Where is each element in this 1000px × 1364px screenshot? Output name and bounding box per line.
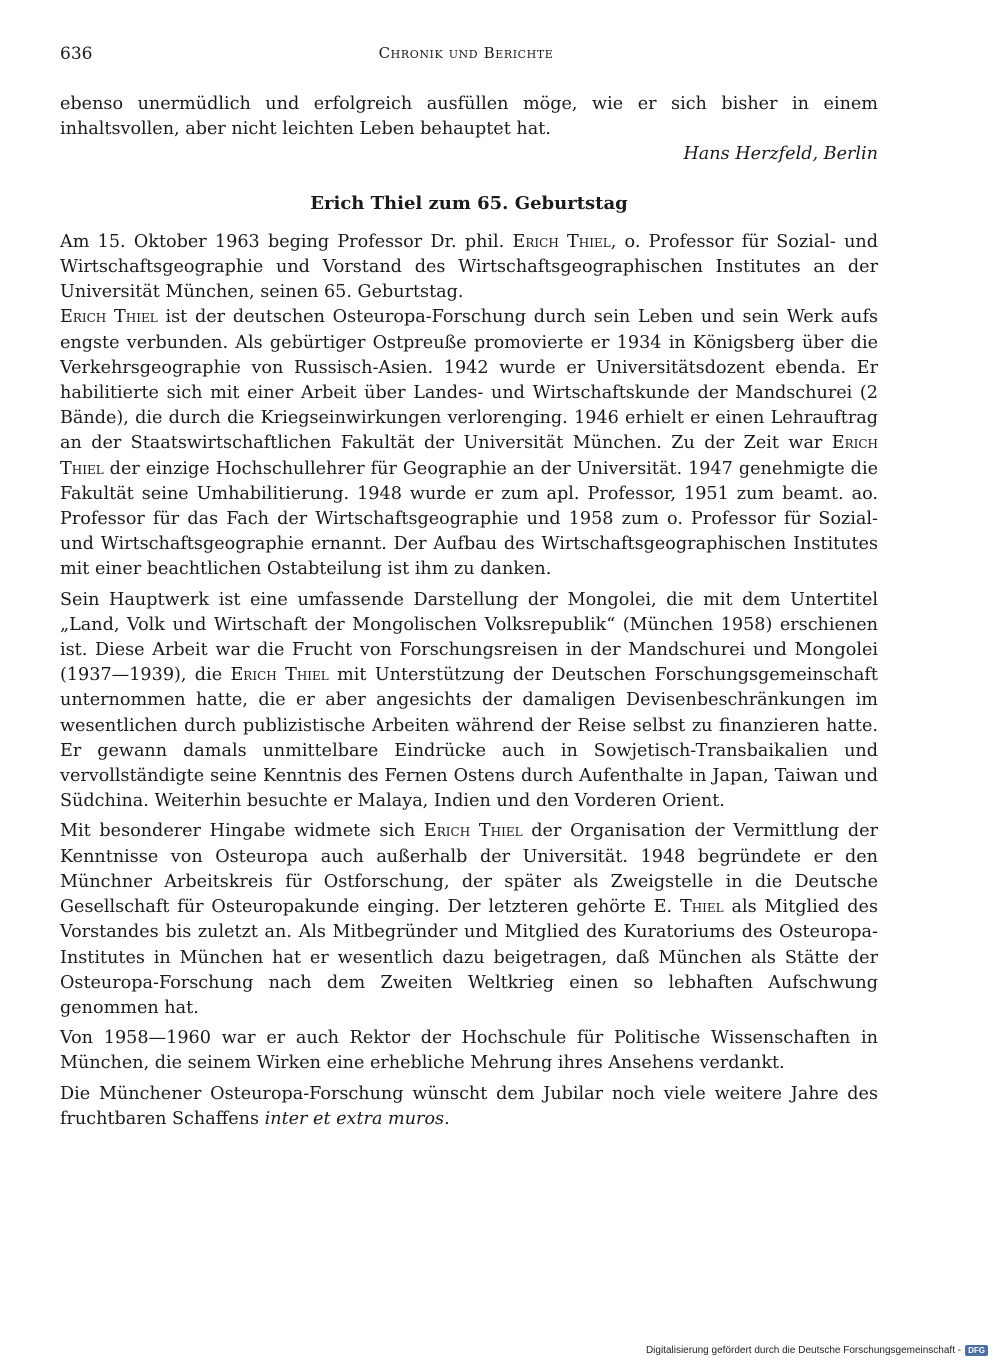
paragraph-2: Erich Thiel ist der deutschen Osteuropa-Forschung durch sein Leben und sein Werk aufs engste verbunden. Als gebürtiger Ostpreuße promovierte er 1934 in Königsberg über die Verkehrsgeographie von Russisch-Asien. 1942 wurde er Universitätsdozent ebenda. Er habilitierte sich mit einer Arbeit über Landes- und Wirtschaftskunde der Mandschurei (2 Bände), die durch die Kriegseinwirkungen verlorenging. 1946 erhielt er einen Lehrauftrag an der Staatswirtschaftlichen Fakultät der Universität München. Zu der Zeit war Erich Thiel der einzige Hochschullehrer für Geographie an der Universität. 1947 genehmigte die Fakultät seine Umhabilitierung. 1948 wurde er zum apl. Professor, 1951 zum beamt. ao. Professor für das Fach der Wirtschaftsgeographie und 1958 zum o. Professor für Sozial- und Wirtschaftsgeographie ernannt. Der Aufbau des Wirtschaftsgeographischen Institutes mit einer beachtlichen Ostabteilung ist ihm zu danken. bbox=[60, 307, 878, 580]
author-name: Erich Thiel bbox=[423, 821, 523, 842]
dfg-logo-icon: DFG bbox=[965, 1345, 988, 1356]
prev-article-signature: Hans Herzfeld, Berlin bbox=[683, 144, 878, 165]
body-text bbox=[60, 92, 878, 1132]
paragraph-5: Von 1958—1960 war er auch Rektor der Hochschule für Politische Wissenschaften in München, die seinem Wirken eine erhebliche Mehrung ihres Ansehens verdankt. bbox=[60, 1028, 878, 1074]
author-name: Erich Thiel bbox=[60, 433, 878, 479]
page-number: 636 bbox=[60, 44, 93, 64]
paragraph-1: Am 15. Oktober 1963 beging Professor Dr. phil. Erich Thiel, o. Professor für Sozial- und Wirtschaftsgeographie und Vorstand des Wirtschaftsgeographischen Institutes an der Universität München, seinen 65. Geburtstag. bbox=[60, 231, 879, 303]
author-name: Erich Thiel bbox=[512, 231, 611, 252]
author-short-name: Thiel bbox=[679, 897, 724, 918]
paragraph-6: Die Münchener Osteuropa-Forschung wünscht dem Jubilar noch viele weitere Jahre des fruchtbaren Schaffens inter et extra muros. bbox=[60, 1083, 878, 1129]
author-name: Erich Thiel bbox=[60, 307, 158, 328]
paragraph-4: Mit besonderer Hingabe widmete sich Erich Thiel der Organisation der Vermittlung der Kenntnisse von Osteuropa auch außerhalb der Universität. 1948 begründete er den Münchner Arbeitskreis für Ostforschung, der später als Zweigstelle in die Deutsche Gesellschaft für Osteuropakunde einging. Der letzteren gehörte E. Thiel als Mitglied des Vorstandes bis zuletzt an. Als Mitbegründer und Mitglied des Kuratoriums des Osteuropa-Institutes in München hat er wesentlich dazu beigetragen, daß München als Stätte der Osteuropa-Forschung nach dem Zweiten Weltkrieg einen so lebhaften Aufschwung genommen hat. bbox=[60, 821, 878, 1018]
digitization-footer bbox=[646, 1345, 988, 1356]
paragraph-3: Sein Hauptwerk ist eine umfassende Darstellung der Mongolei, die mit dem Untertitel „Land, Volk und Wirtschaft der Mongolischen Volksrepublik“ (München 1958) erschienen ist. Diese Arbeit war die Frucht von Forschungsreisen in der Mandschurei und Mongolei (1937—1939), die Erich Thiel mit Unterstützung der Deutschen Forschungsgemeinschaft unternommen hatte, die er aber angesichts der damaligen Devisenbeschränkungen im wesentlichen durch publizistische Arbeiten während der Reise selbst zu finanzieren hatte. Er gewann damals unmittelbare Eindrücke auch in Sowjetisch-Transbaikalien und vervollständigte seine Kenntnis des Fernen Ostens durch Aufenthalte in Japan, Taiwan und Südchina. Weiterhin besuchte er Malaya, Indien und den Vorderen Orient. bbox=[60, 589, 878, 812]
running-head: Chronik und Berichte bbox=[378, 44, 554, 62]
author-name: Erich Thiel bbox=[230, 665, 329, 686]
footer-text: Digitalisierung gefördert durch die Deutsche Forschungsgemeinschaft - bbox=[645, 1345, 962, 1356]
article-title: Erich Thiel zum 65. Geburtstag bbox=[310, 192, 628, 214]
latin-phrase: inter et extra muros bbox=[264, 1108, 445, 1129]
prev-article-ending: ebenso unermüdlich und erfolgreich ausfüllen möge, wie er sich bisher in einem inhaltsvollen, aber nicht leichten Leben behauptet hat. bbox=[60, 94, 878, 140]
